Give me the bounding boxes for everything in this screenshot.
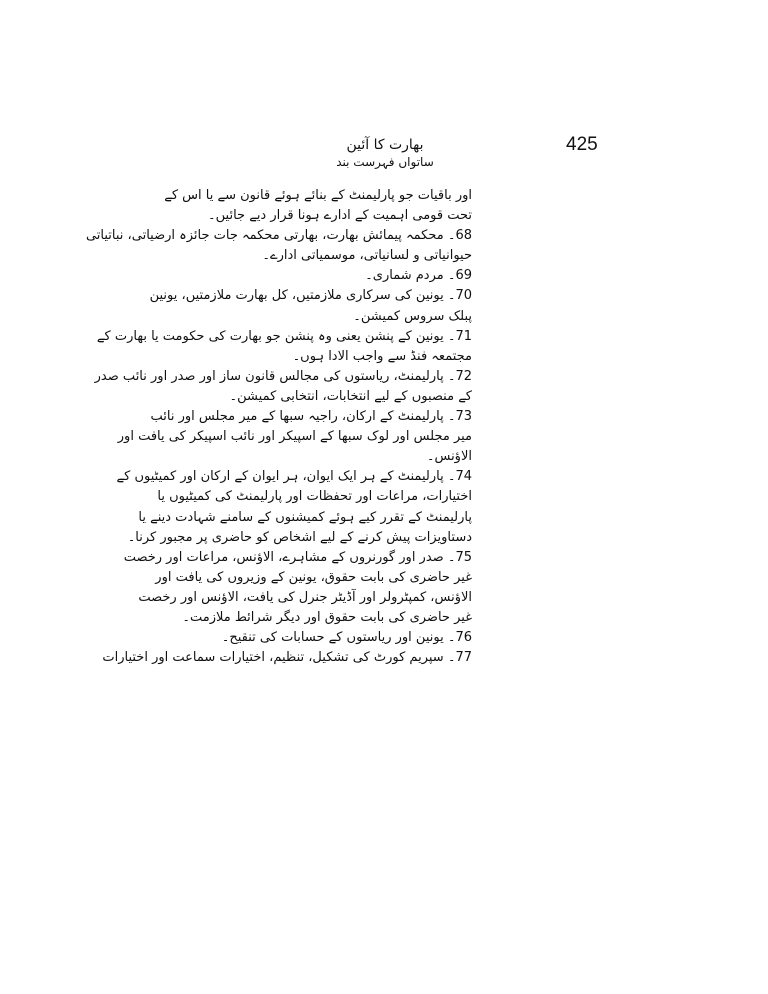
- header-title: بھارت کا آئین: [346, 137, 424, 153]
- text-line: 72۔ پارلیمنٹ، ریاستوں کی مجالس قانون ساز اور صدر اور نائب صدر: [94, 368, 472, 384]
- text-line: غیر حاضری کی بابت حقوق، یونین کے وزیروں کی یافت اور: [155, 569, 472, 585]
- text-line: مجتمعہ فنڈ سے واجب الادا ہوں۔: [292, 348, 472, 364]
- text-line: الاؤنس۔: [426, 449, 472, 465]
- text-line: 68۔ محکمہ پیمائش بھارت، بھارتی محکمہ جات جائزہ ارضیاتی، نباتیاتی: [85, 228, 472, 244]
- text-line: اور باقیات جو پارلیمنٹ کے بنائے ہوئے قانون سے یا اس کے: [164, 188, 472, 203]
- page-number: 425: [566, 134, 598, 155]
- text-line: الاؤنس، کمپٹرولر اور آڈیٹر جنرل کی یافت، الاؤنس اور رخصت: [138, 589, 472, 605]
- text-line: پبلک سروس کمیشن۔: [353, 308, 472, 324]
- text-line: 75۔ صدر اور گورنروں کے مشاہرے، الاؤنس، مراعات اور رخصت: [123, 549, 472, 565]
- text-line: کے منصبوں کے لیے انتخابات، انتخابی کمیشن۔: [229, 388, 472, 404]
- text-line: 71۔ یونین کے پنشن یعنی وہ پنشن جو بھارت کی حکومت یا بھارت کے: [96, 328, 472, 344]
- text-line: 76۔ یونین اور ریاستوں کے حسابات کی تنقیح۔: [221, 630, 472, 646]
- header-subtitle: ساتواں فہرست بند: [336, 155, 434, 169]
- text-line: دستاویزات پیش کرنے کے لیے اشخاص کو حاضری پر مجبور کرنا۔: [127, 529, 472, 545]
- running-header: [300, 136, 470, 170]
- text-line: 69۔ مردم شماری۔: [365, 268, 472, 284]
- text-line: حیوانیاتی و لسانیاتی، موسمیاتی ادارے۔: [262, 248, 472, 264]
- text-line: تحت قومی اہمیت کے ادارے ہونا قرار دیے جائیں۔: [208, 208, 472, 224]
- text-line: 74۔ پارلیمنٹ کے ہر ایک ایوان، ہر ایوان کے ارکان اور کمیٹیوں کے: [116, 469, 472, 485]
- text-line: 70۔ یونین کی سرکاری ملازمتیں، کل بھارت ملازمتیں، یونین: [149, 288, 472, 304]
- text-line: 73۔ پارلیمنٹ کے ارکان، راجیہ سبھا کے میر مجلس اور نائب: [150, 409, 472, 425]
- body-text: [85, 186, 472, 668]
- text-line: 77۔ سپریم کورٹ کی تشکیل، تنظیم، اختیارات سماعت اور اختیارات: [102, 650, 472, 666]
- text-line: اختیارات، مراعات اور تحفظات اور پارلیمنٹ کی کمیٹیوں یا: [157, 489, 472, 505]
- text-line: غیر حاضری کی بابت حقوق اور دیگر شرائط ملازمت۔: [182, 609, 472, 625]
- text-line: پارلیمنٹ کے تقرر کیے ہوئے کمیشنوں کے سامنے شہادت دینے یا: [138, 509, 472, 525]
- text-line: میر مجلس اور لوک سبھا کے اسپیکر اور نائب اسپیکر کی یافت اور: [117, 429, 472, 445]
